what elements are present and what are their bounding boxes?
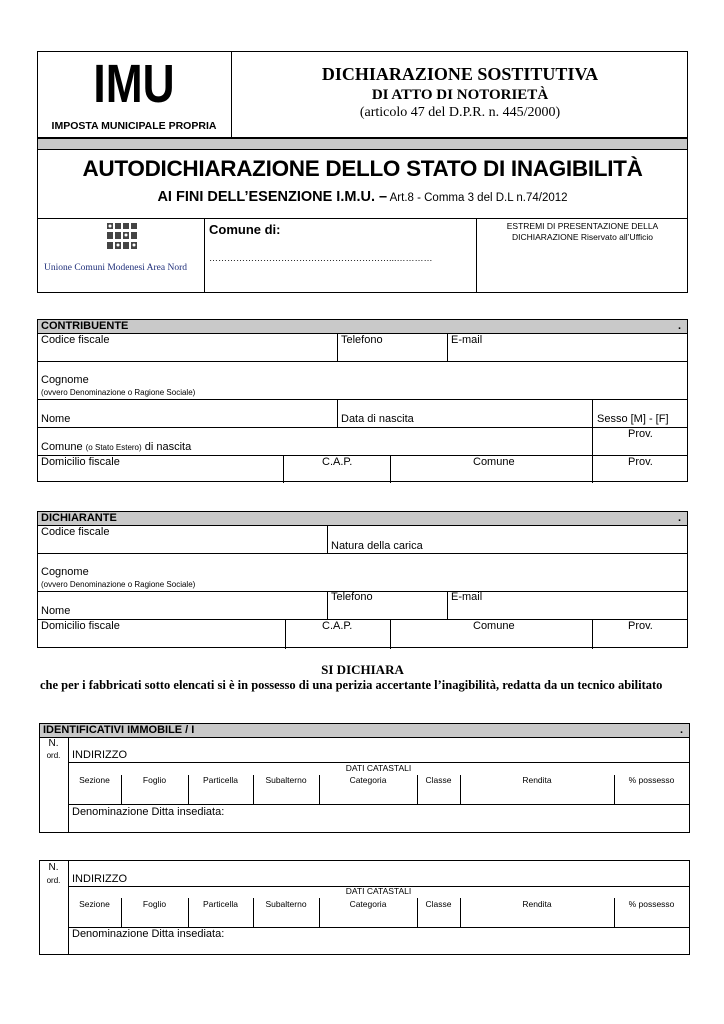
contribuente-sesso-field[interactable]: Sesso [M] - [F] bbox=[597, 413, 669, 425]
dichiarante-natura-field[interactable]: Natura della carica bbox=[331, 540, 423, 552]
decl-title-line2: DI ATTO DI NOTORIETÀ bbox=[371, 87, 549, 103]
immobile1-dati-catastali: DATI CATASTALI bbox=[345, 763, 412, 773]
comune-nascita-note: (o Stato Estero) bbox=[85, 443, 142, 452]
immobile1-indirizzo-field[interactable]: INDIRIZZO bbox=[72, 749, 127, 761]
dichiarante-domicilio-field[interactable]: Domicilio fiscale bbox=[41, 620, 120, 632]
immobile1-col-classe: Classe bbox=[425, 775, 452, 785]
immobile-bar-dot: . bbox=[679, 724, 683, 736]
imu-logo-title: IMU bbox=[93, 54, 175, 114]
immobile2-ord: ord. bbox=[46, 876, 61, 885]
main-title: AUTODICHIARAZIONE DELLO STATO DI INAGIBILITÀ bbox=[82, 156, 643, 181]
immobile2-n: N. bbox=[48, 862, 59, 873]
contribuente-telefono-field[interactable]: Telefono bbox=[341, 334, 383, 346]
dichiarante-cap-field[interactable]: C.A.P. bbox=[322, 620, 353, 632]
dichiarante-cognome-field[interactable]: Cognome bbox=[41, 566, 89, 578]
decl-title-line3: (articolo 47 del D.P.R. n. 445/2000) bbox=[359, 105, 561, 120]
contribuente-cognome-field[interactable]: Cognome bbox=[41, 374, 89, 386]
dichiarante-comune-field[interactable]: Comune bbox=[473, 620, 515, 632]
immobile2-denominazione-field[interactable]: Denominazione Ditta insediata: bbox=[72, 928, 225, 940]
immobile2-col-sezione: Sezione bbox=[79, 899, 110, 909]
contribuente-comune-nascita-field[interactable] bbox=[41, 441, 191, 453]
dichiarante-codice-fiscale-field[interactable]: Codice fiscale bbox=[41, 526, 110, 538]
dichiarante-bar-title: DICHIARANTE bbox=[41, 512, 117, 524]
subtitle bbox=[38, 189, 687, 205]
contribuente-cap-field[interactable]: C.A.P. bbox=[322, 456, 353, 468]
contribuente-codice-fiscale-field[interactable]: Codice fiscale bbox=[41, 334, 110, 346]
immobile2-indirizzo-field[interactable]: INDIRIZZO bbox=[72, 873, 127, 885]
comune-nascita-suffix: di nascita bbox=[141, 441, 192, 453]
immobile1-col-categoria: Categoria bbox=[349, 775, 387, 785]
immobile2-col-classe: Classe bbox=[425, 899, 452, 909]
contribuente-comune-field[interactable]: Comune bbox=[473, 456, 515, 468]
contribuente-data-nascita-field[interactable]: Data di nascita bbox=[341, 413, 414, 425]
subtitle-normal: Art.8 - Comma 3 del D.L n.74/2012 bbox=[387, 192, 568, 204]
office-note-line1: ESTREMI DI PRESENTAZIONE DELLA bbox=[506, 221, 659, 231]
dichiarante-bar-dot: . bbox=[677, 512, 681, 524]
contribuente-nome-field[interactable]: Nome bbox=[41, 413, 71, 425]
immobile1-col-foglio: Foglio bbox=[142, 775, 167, 785]
comune-label: Comune di: bbox=[209, 222, 281, 237]
office-note-line2: DICHIARAZIONE Riservato all’Ufficio bbox=[511, 232, 654, 242]
immobile1-col-rendita: Rendita bbox=[522, 775, 552, 785]
immobile1-col-sezione: Sezione bbox=[79, 775, 110, 785]
contribuente-cognome-note: (ovvero Denominazione o Ragione Sociale) bbox=[41, 388, 196, 397]
contribuente-bar-title: CONTRIBUENTE bbox=[41, 320, 129, 332]
contribuente-domicilio-field[interactable]: Domicilio fiscale bbox=[41, 456, 120, 468]
immobile1-col-subalterno: Subalterno bbox=[265, 775, 307, 785]
immobile2-col-rendita: Rendita bbox=[522, 899, 552, 909]
immobile1-col-particella: Particella bbox=[203, 775, 238, 785]
immobile1-ord: ord. bbox=[46, 751, 61, 760]
immobile1-n: N. bbox=[48, 738, 59, 749]
si-dichiara-heading: SI DICHIARA bbox=[321, 662, 404, 677]
subtitle-bold: AI FINI DELL’ESENZIONE I.M.U. – bbox=[157, 189, 388, 205]
contribuente-email-field[interactable]: E-mail bbox=[451, 334, 483, 346]
dichiarante-prov-field[interactable]: Prov. bbox=[628, 620, 653, 632]
dichiarante-cognome-note: (ovvero Denominazione o Ragione Sociale) bbox=[41, 580, 196, 589]
contribuente-prov-nascita-field[interactable]: Prov. bbox=[628, 428, 653, 440]
immobile2-col-subalterno: Subalterno bbox=[265, 899, 307, 909]
immobile2-col-foglio: Foglio bbox=[142, 899, 167, 909]
dichiarante-nome-field[interactable]: Nome bbox=[41, 605, 71, 617]
contribuente-prov-field[interactable]: Prov. bbox=[628, 456, 653, 468]
union-logo-icon bbox=[106, 222, 138, 250]
contribuente-bar-dot: . bbox=[677, 320, 681, 332]
immobile2-col-particella: Particella bbox=[203, 899, 238, 909]
immobile-bar-title: IDENTIFICATIVI IMMOBILE / I bbox=[43, 724, 195, 736]
comune-field[interactable]: ……………………………………………………...………… bbox=[209, 253, 433, 263]
decl-title-line1: DICHIARAZIONE SOSTITUTIVA bbox=[321, 64, 599, 84]
immobile2-col-possesso: % possesso bbox=[628, 899, 675, 909]
union-name: Unione Comuni Modenesi Area Nord bbox=[44, 263, 188, 273]
immobile1-col-possesso: % possesso bbox=[628, 775, 675, 785]
dichiarante-telefono-field[interactable]: Telefono bbox=[331, 591, 373, 603]
imu-logo-subtitle: IMPOSTA MUNICIPALE PROPRIA bbox=[51, 120, 217, 132]
immobile2-dati-catastali: DATI CATASTALI bbox=[345, 886, 412, 896]
immobile2-col-categoria: Categoria bbox=[349, 899, 387, 909]
dichiarante-email-field[interactable]: E-mail bbox=[451, 591, 483, 603]
si-dichiara-text: che per i fabbricati sotto elencati si è in possesso di una perizia accertante l’inagibilità, redatta da un tecnico abilitato bbox=[40, 678, 663, 692]
comune-nascita-label: Comune bbox=[41, 441, 86, 453]
immobile1-denominazione-field[interactable]: Denominazione Ditta insediata: bbox=[72, 806, 225, 818]
